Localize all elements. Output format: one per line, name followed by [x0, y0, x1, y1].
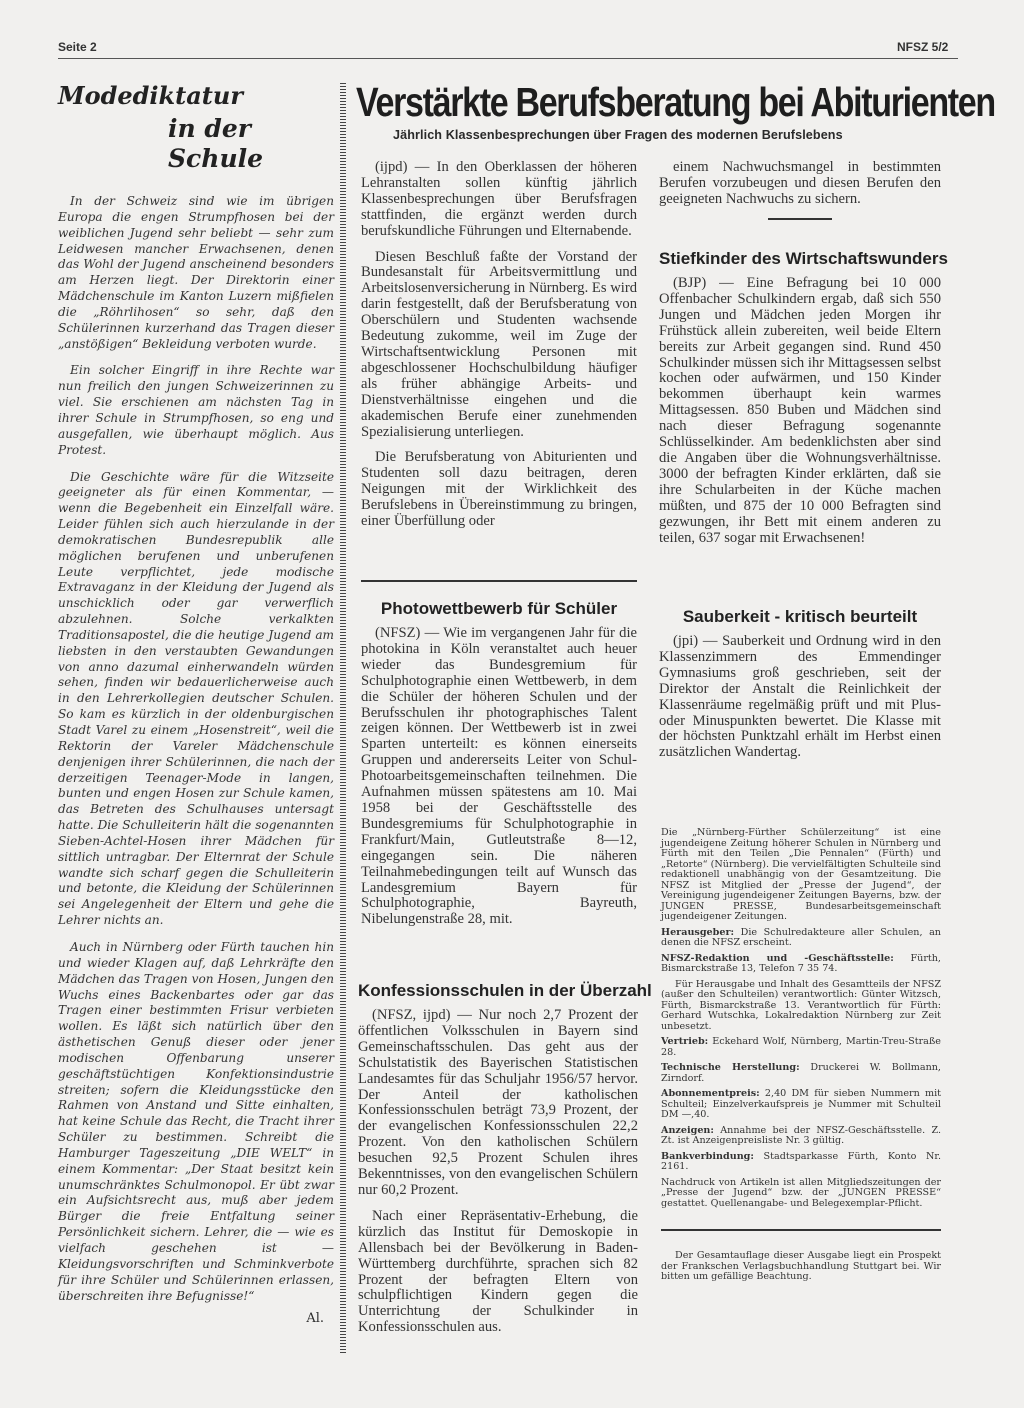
paragraph: Die Geschichte wäre für die Witzseite geeigneter als für einen Kommentar, — wenn die Begebenheit ein Einzelfall wäre. Leider fühlen sich auch hierzulande in der demokratischen Bundesrepublik alle möglichen berufenen und unberufenen Leute verpflichtet, jede modische Extravaganz in der Kleidung der Jugend als unschicklich oder gar verwerflich abzulehnen. Solche verkalkten Traditionsapostel, die die heutige Jugend am liebsten in den verstaubten Gewandungen von anno dazumal einherwandeln würden sehen, finden wir bedauerlicherweise auch in den Lehrerkollegien deutscher Schulen. So kam es kürzlich in der oldenburgischen Stadt Varel zu einem „Hosenstreit“, weil die Rektorin der Vareler Mädchenschule denjenigen ihrer Schülerinnen, die nach der derzeitigen Teenager-Mode in langen, bunten und engen Hosen zur Schule kamen, das Betreten des Schulhauses untersagt hatte. Die Schulleiterin hält die sogenannten Sieben-Achtel-Hosen ihrer Mädchen für sittlich untragbar. Der Elternrat der Schule wandte sich scharf gegen die Schulleiterin und betonte, die Kleidung der Schülerinnen sei Angelegenheit der Eltern und gehe die Lehrer nichts an. [58, 469, 334, 928]
beilage-notice: Der Gesamtauflage dieser Ausgabe liegt ein Prospekt der Frankschen Verlagsbuchhandlung Stuttgart bei. Wir bitten um gefällige Beachtung. [661, 1250, 941, 1282]
paragraph: Nach einer Repräsentativ-Erhebung, die kürzlich das Institut für Demoskopie in Allensbach bei der Bevölkerung in Baden-Württemberg durchführte, sprachen sich 82 Prozent der befragten Eltern von schulpflichtigen Kindern gegen die Unterrichtung der Schulkinder in Konfessionsschulen aus. [358, 1207, 638, 1336]
impressum-vertrieb [661, 1037, 941, 1058]
column-divider [340, 83, 346, 1353]
label: Herausgeber: [661, 926, 735, 938]
section-rule [361, 580, 637, 582]
value: Druckerei W. Bollmann, Zirndorf. [661, 1062, 941, 1084]
label: Technische Herstellung: [661, 1062, 800, 1073]
konfession-title: Konfessionsschulen in der Überzahl [358, 981, 652, 1000]
label: Abonnementpreis: [661, 1088, 760, 1099]
label: Anzeigen: [661, 1124, 714, 1136]
paragraph: Ein solcher Eingriff in ihre Rechte war nun freilich den jungen Schweizerinnen zu viel. Sie erschienen am nächsten Tag in ihrer Schule in Strumpfhosen, so eng und ausgefallen, wie überhaupt möglich. Aus Protest. [58, 363, 334, 457]
paragraph: Diesen Beschluß faßte der Vorstand der Bundesanstalt für Arbeitsvermittlung und Arbeitslosenversicherung in Nürnberg. Es wird darin festgestellt, daß der Berufsberatung von Oberschülern und Studenten wachsende Bedeutung zukomme, weil im Zuge der Wirtschaftsentwicklung Personen mit abgeschlossener Hochschulbildung häufiger als früher abhängige Arbeits- und Dienstverhältnisse eingehen und die akademischen Berufe einer zunehmenden Spezialisierung unterliegen. [361, 248, 637, 440]
label: Bankverbindung: [661, 1150, 754, 1162]
value: 2,40 DM für sieben Nummern mit Schulteil; Einzelverkaufspreis je Nummer mit Schulteil DM —,40. [661, 1088, 941, 1120]
paragraph: (BJP) — Eine Befragung bei 10 000 Offenbacher Schulkindern ergab, daß sich 550 Jungen und Mädchen jeden Morgen ihr Frühstück allein zubereiten, weil beide Eltern bereits zur Arbeit gegangen sind. Rund 450 Schulkinder müssen sich ihr Mittagsessen selbst kochen oder aufwärmen, und 150 Kinder bekommen überhaupt kein warmes Mittagsessen. 850 Buben und Mädchen sind nach dieser Befragung sogenannte Schlüsselkinder. Am bedenklichsten aber sind die Angaben über die Wohnungsverhältnisse. 3000 der befragten Kinder erklärten, daß sie ihre Schularbeiten in der Küche machen müßten, und 875 der 10 000 Befragten sind gezwungen, ihr Bett mit einem anderen zu teilen, 637 sogar mit Erwachsenen! [659, 275, 941, 546]
paragraph: Die Berufsberatung von Abiturienten und Studenten soll dazu beitragen, deren Neigungen mit der Wirklichkeit des Berufslebens in Übereinstimmung zu bringen, einer Überfüllung oder [361, 449, 637, 530]
section-rule [768, 218, 832, 220]
value: Die Schulredakteure aller Schulen, an denen die NFSZ erscheint. [661, 926, 941, 948]
value: Annahme bei der NFSZ-Geschäftsstelle. Z. Zt. ist Anzeigenpreisliste Nr. 3 gültig. [661, 1124, 941, 1146]
photowettbewerb-article [361, 598, 637, 938]
main-article-col1 [361, 160, 637, 540]
author-signature: Al. [306, 1311, 324, 1327]
issue-number: NFSZ 5/2 [897, 40, 949, 54]
impressum-nachdruck: Nachdruck von Artikeln ist allen Mitgliedszeitungen der „Presse der Jugend“ bzw. der „JUNGEN PRESSE“ gestattet. Quellenangabe- und Belegexemplar-Pflicht. [661, 1176, 941, 1209]
impressum-bank [661, 1152, 941, 1173]
impressum-intro: Die „Nürnberg-Fürther Schülerzeitung“ ist eine jugendeigene Zeitung höherer Schulen in Nürnberg und Fürth mit den Teilen „Die Pennalen“ (Fürth) und „Retorte“ (Nürnberg). Die vervielfältigten Schulteile sind redaktionell unabhängig von der Gesamtzeitung. Die NFSZ ist Mitglied der „Presse der Jugend“, der Vereinigung jugendeigener Zeitungen Bayerns, bzw. der JUNGEN PRESSE, Bundesarbeitsgemeinschaft jugendeigener Zeitungen. [661, 827, 941, 922]
commentary-title-line2: in der Schule [168, 114, 264, 173]
impressum [661, 828, 941, 1288]
main-headline: Verstärkte Berufsberatung bei Abiturienten [356, 79, 995, 125]
value: Stadtsparkasse Fürth, Konto Nr. 2161. [661, 1150, 941, 1172]
stiefkinder-title: Stiefkinder des Wirtschaftswunders [659, 249, 948, 268]
commentary-article [58, 82, 334, 1326]
value: Eckehard Wolf, Nürnberg, Martin-Treu-Straße 28. [661, 1036, 941, 1058]
label: Vertrieb: [661, 1036, 709, 1047]
paragraph: In der Schweiz sind wie im übrigen Europa die engen Strumpfhosen bei der weiblichen Jugend sehr beliebt — sehr zum Leidwesen mancher Erwachsenen, denen das Wohl der Jugend anscheinend besonders am Herzen liegt. Der Direktorin einer Mädchenschule im Kanton Luzern mißfielen die „Röhrlihosen“ so sehr, daß den Schülerinnen kurzerhand das Tragen dieser „anstößigen“ Bekleidung verboten wurde. [58, 194, 334, 351]
main-article-col2 [659, 160, 941, 240]
impressum-technik [661, 1063, 941, 1084]
commentary-title-line1: Modediktatur [58, 81, 243, 110]
paragraph: einem Nachwuchsmangel in bestimmten Berufen vorzubeugen und diesen Berufen den geeigneten Nachwuchs zu sichern. [659, 159, 941, 207]
main-subheadline: Jährlich Klassenbesprechungen über Fragen des modernen Berufslebens [393, 128, 843, 142]
stiefkinder-article [659, 248, 948, 556]
header-rule [58, 58, 958, 59]
impressum-redaktion [661, 954, 941, 975]
label: NFSZ-Redaktion und -Geschäftsstelle: [661, 952, 894, 964]
impressum-anzeigen [661, 1126, 941, 1147]
page-number: Seite 2 [58, 40, 97, 54]
konfession-article [358, 980, 652, 1346]
paragraph: Auch in Nürnberg oder Fürth tauchen hin und wieder Klagen auf, daß Lehrkräfte den Mädchen das Tragen von Hosen, Jungen den Wuchs eines Backenbartes oder gar das Tragen einer bestimmten Frisur verbieten wollen. Es läßt sich natürlich über den ästhetischen Genuß dieser oder jener modischen Offenbarung unserer geschäftstüchtigen Konfektionsindustrie streiten; sofern die Kleidungsstücke den Rahmen von Anstand und Sitte einhalten, hat keine Schule das Recht, die Tracht ihrer Schüler zu bestimmen. Schreibt die Hamburger Tageszeitung „DIE WELT“ in einem Kommentar: „Der Staat besitzt kein unumschränktes Schulmonopol. Er übt zwar ein Aufsichtsrecht aus, muß aber jedem Bürger die freie Entfaltung seiner Persönlichkeit sichern. Lehrer, die — wie es vielfach geschehen ist — Kleidungsvorschriften und Schminkverbote für ihre Schüler und Schülerinnen erlassen, überschreiten ihre Befugnisse!“ [58, 939, 334, 1303]
paragraph: (NFSZ, ijpd) — Nur noch 2,7 Prozent der öffentlichen Volksschulen in Bayern sind Gemeinschaftsschulen. Das geht aus der Schulstatistik des Bayerischen Statistischen Landesamtes für das Schuljahr 1956/57 hervor. Der Anteil der katholischen Konfessionsschulen beträgt 73,9 Prozent, der der evangelischen Konfessionsschulen 22,2 Prozent. Von den katholischen Schülern besuchen 92,5 Prozent Schulen ihres Bekenntnisses, von den evangelischen Schülern nur 60,2 Prozent. [358, 1007, 638, 1198]
paragraph: (ijpd) — In den Oberklassen der höheren Lehranstalten sollen künftig jährlich Klassenbesprechungen über Berufsfragen stattfinden, die ergänzt werden durch berufskundliche Führungen und Elternabende. [361, 159, 637, 239]
commentary-body [58, 194, 334, 1326]
impressum-verantwortlich: Für Herausgabe und Inhalt des Gesamtteils der NFSZ (außer den Schulteilen) verantwortlich: Günter Witzsch, Fürth, Bismarckstraße 13. Verantwortlich für Fürth: Gerhard Wutschka, Lokalredaktion Nürnberg zur Zeit unbesetzt. [661, 978, 941, 1032]
paragraph: (NFSZ) — Wie im vergangenen Jahr für die photokina in Köln veranstaltet auch heuer wieder das Bundesgremium für Schulphotographie einen Wettbewerb, in dem die Schüler der höheren Schulen und der Berufsschulen ihr photographisches Talent zeigen können. Der Wettbewerb ist in zwei Sparten unterteilt: es können einerseits Gruppen und andererseits Leiter von Schul-Photoarbeitsgemeinschaften teilnehmen. Die Aufnahmen müssen spätestens am 10. Mai 1958 bei der Geschäftsstelle des Bundesgremiums für Schulphotographie in Frankfurt/Main, Gutleutstraße 8—12, eingegangen sein. Die näheren Teilnahmebedingungen teilt auf Wunsch das Landesgremium Bayern für Schulphotographie, Bayreuth, Nibelungenstraße 28, mit. [361, 625, 637, 928]
sauberkeit-article [659, 606, 941, 771]
value: Fürth, Bismarckstraße 13, Telefon 7 35 74. [661, 952, 941, 974]
photowettbewerb-title: Photowettbewerb für Schüler [380, 599, 618, 618]
impressum-herausgeber [661, 928, 941, 949]
section-rule [661, 1229, 941, 1231]
sauberkeit-title: Sauberkeit - kritisch beurteilt [682, 607, 918, 626]
paragraph: (jpi) — Sauberkeit und Ordnung wird in den Klassenzimmern des Emmendinger Gymnasiums groß geschrieben, seit der Direktor der Anstalt die Reinlichkeit der Klassenräume regelmäßig prüft und mit Plus- oder Minuspunkten bewertet. Die Klasse mit der höchsten Punktzahl erhält im Herbst einen zusätzlichen Wandertag. [659, 633, 941, 761]
impressum-abo [661, 1089, 941, 1121]
